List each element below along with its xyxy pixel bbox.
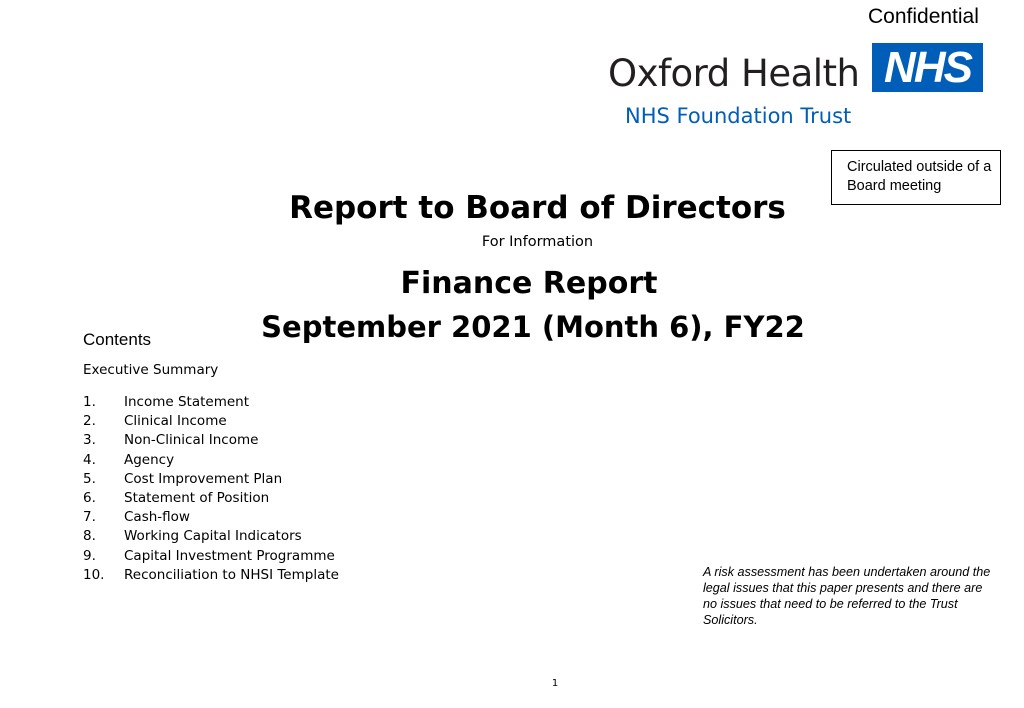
purpose-label: For Information (481, 234, 594, 250)
org-subtitle: NHS Foundation Trust (625, 104, 852, 128)
list-item-label: Statement of Position (124, 489, 270, 506)
list-item-label: Agency (124, 451, 175, 468)
list-item-number: 7. (83, 509, 96, 526)
list-item-number: 1. (83, 394, 96, 410)
org-name: Oxford Health (608, 52, 860, 95)
list-item-number: 4. (83, 451, 96, 468)
contents-heading: Contents (83, 330, 152, 349)
nhs-logo: NHS (872, 43, 983, 92)
trust-logo (608, 52, 868, 128)
list-item-label: Cash-flow (124, 509, 190, 526)
list-item-label: Working Capital Indicators (124, 528, 302, 545)
list-item-number: 6. (83, 489, 96, 506)
executive-summary-link: Executive Summary (83, 362, 219, 378)
circulated-note-box: Circulated outside of a Board meeting (831, 150, 1001, 205)
report-period: September 2021 (Month 6), FY22 (261, 310, 805, 344)
list-item-label: Capital Investment Programme (124, 547, 335, 564)
list-item-label: Clinical Income (124, 413, 227, 430)
list-item-number: 9. (83, 547, 96, 564)
list-item-number: 8. (83, 528, 96, 545)
list-item-number: 3. (83, 432, 96, 449)
list-item-label: Reconciliation to NHSI Template (124, 566, 339, 583)
confidential-label: Confidential (868, 5, 979, 28)
report-to-heading: Report to Board of Directors (289, 190, 786, 226)
risk-assessment-note: A risk assessment has been undertaken around the legal issues that this paper presents and there are no issues that need to be referred to the Trust Solicitors. (703, 565, 991, 627)
list-item-label: Cost Improvement Plan (124, 470, 283, 487)
list-item-label: Income Statement (124, 394, 250, 410)
list-item-number: 2. (83, 413, 96, 430)
list-item-number: 5. (83, 470, 96, 487)
report-name: Finance Report (400, 266, 658, 301)
list-item-number: 10. (83, 566, 105, 583)
list-item-label: Non-Clinical Income (124, 432, 259, 449)
page-number: 1 (551, 678, 559, 689)
